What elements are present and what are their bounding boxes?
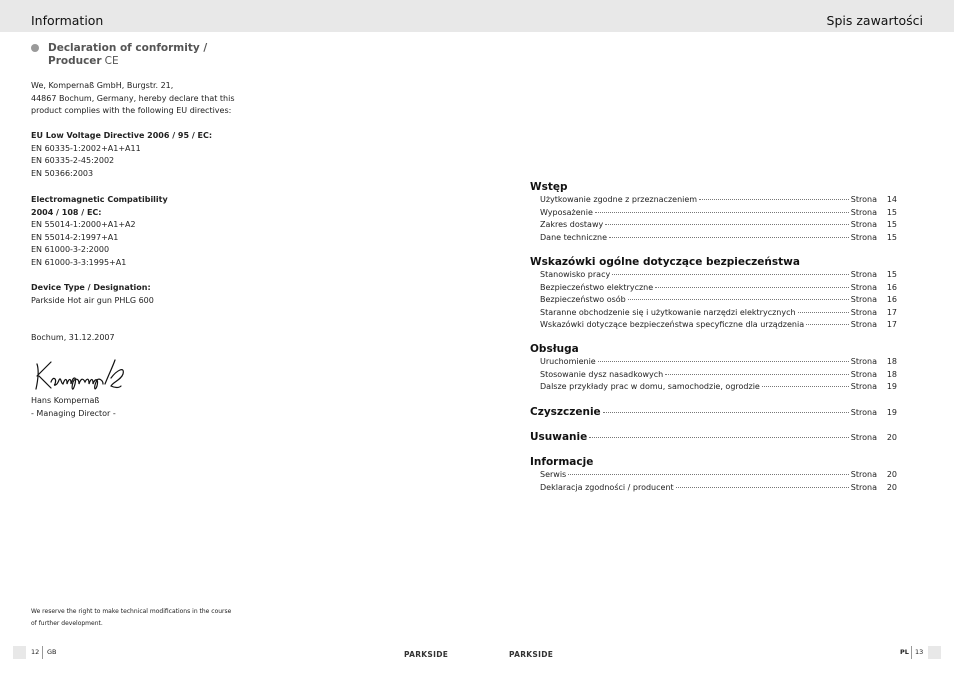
toc-entry-label: Strona: [850, 320, 877, 329]
section-bullet: [31, 44, 39, 52]
toc-entry-text: Wskazówki dotyczące bezpieczeństwa specyficzne dla urządzenia: [540, 320, 805, 329]
toc-leader: [595, 212, 849, 213]
header-band: [0, 0, 954, 32]
toc-entry[interactable]: [530, 307, 897, 320]
toc-section: [530, 255, 897, 332]
toc-entry[interactable]: [530, 232, 897, 245]
signature-image: [33, 356, 133, 392]
toc-section-title: Usuwanie: [530, 431, 588, 443]
toc-section: [530, 405, 897, 419]
toc-entry[interactable]: [530, 207, 897, 220]
language-left: GB: [47, 648, 57, 656]
toc-entry[interactable]: [530, 319, 897, 332]
header-left-title: Information: [31, 13, 104, 28]
toc-section-title: Informacje: [530, 456, 594, 468]
toc-leader: [598, 361, 849, 362]
emc-item: EN 55014-2:1997+A1: [31, 232, 119, 242]
footer-divider: [42, 646, 43, 659]
declaration-intro: [31, 80, 271, 118]
footer-divider: [911, 646, 912, 659]
toc-leader: [612, 274, 849, 275]
fineprint-line: of further development.: [31, 619, 103, 627]
intro-line: We, Kompernaß GmbH, Burgstr. 21,: [31, 81, 174, 90]
lvd-block: [31, 130, 271, 180]
toc-entry-text: Staranne obchodzenie się i użytkowanie narzędzi elektrycznych: [540, 307, 796, 317]
toc-section: [530, 180, 897, 244]
toc-entry-label: Strona: [850, 295, 877, 304]
toc-entry-page: 18: [886, 357, 897, 366]
toc-entry-label: Strona: [850, 232, 877, 242]
toc-leader: [806, 324, 849, 325]
toc-entry[interactable]: [530, 194, 897, 207]
toc-entry-text: Dalsze przykłady prac w domu, samochodzie, ogrodzie: [540, 382, 760, 391]
toc-entry[interactable]: [530, 381, 897, 394]
toc-entry-page: 17: [886, 320, 897, 329]
emc-item: EN 61000-3-3:1995+A1: [31, 257, 127, 267]
lvd-item: EN 60335-1:2002+A1+A11: [31, 143, 141, 153]
toc-entry-label: Strona: [850, 482, 877, 492]
toc-leader: [676, 487, 849, 488]
toc-entry-page: 14: [886, 195, 897, 204]
toc-section-title: Obsługa: [530, 343, 579, 355]
toc-section-title: Wstęp: [530, 181, 568, 193]
toc-entry-label: Strona: [850, 195, 877, 204]
toc-entry[interactable]: [530, 405, 897, 419]
emc-title: Electromagnetic Compatibility: [31, 195, 168, 204]
toc-entry-text: Deklaracja zgodności / producent: [540, 482, 674, 492]
toc-entry-label: Strona: [850, 470, 877, 479]
toc-entry-text: Dane techniczne: [540, 232, 608, 242]
toc-section: [530, 342, 897, 394]
lvd-title: EU Low Voltage Directive 2006 / 95 / EC:: [31, 131, 213, 140]
toc-leader: [605, 224, 849, 225]
toc-leader: [628, 299, 849, 300]
toc-entry[interactable]: [530, 294, 897, 307]
toc-entry-label: Strona: [850, 307, 877, 317]
intro-line: 44867 Bochum, Germany, hereby declare that this: [31, 93, 235, 103]
signer-block: [31, 395, 271, 420]
toc-section-title: Czyszczenie: [530, 406, 601, 418]
signer-name: Hans Kompernaß: [31, 396, 100, 405]
declaration-title-text: Declaration of conformity / Producer: [48, 42, 208, 67]
signer-role: - Managing Director -: [31, 408, 116, 418]
device-value: Parkside Hot air gun PHLG 600: [31, 295, 154, 305]
toc-section-title: Wskazówki ogólne dotyczące bezpieczeństwa: [530, 256, 800, 268]
language-right: PL: [900, 648, 909, 656]
place-date: Bochum, 31.12.2007: [31, 333, 115, 342]
intro-line: product complies with the following EU directives:: [31, 106, 232, 115]
toc-entry-label: Strona: [850, 207, 877, 217]
page-marker-left: [13, 646, 26, 659]
toc-entry[interactable]: [530, 356, 897, 369]
toc-entry-page: 15: [886, 270, 897, 279]
toc-entry[interactable]: [530, 430, 897, 444]
toc-entry[interactable]: [530, 219, 897, 232]
toc-entry-label: Strona: [850, 408, 877, 417]
toc-leader: [589, 437, 849, 438]
toc-section: [530, 430, 897, 444]
brand-logo-right: PARKSIDE: [509, 650, 554, 659]
toc-entry-text: Użytkowanie zgodne z przeznaczeniem: [540, 195, 698, 204]
emc-block: [31, 194, 271, 269]
header-right-title: Spis zawartości: [826, 13, 923, 28]
device-block: [31, 282, 271, 307]
toc-entry-page: 19: [886, 408, 897, 417]
toc-entry-page: 20: [886, 482, 897, 492]
toc-entry-label: Strona: [850, 433, 877, 442]
toc-entry-text: Wyposażenie: [540, 207, 593, 217]
toc-entry-text: Stosowanie dysz nasadkowych: [540, 369, 664, 379]
toc-entry-page: 15: [886, 220, 897, 229]
toc-entry[interactable]: [530, 282, 897, 295]
toc-entry[interactable]: [530, 482, 897, 495]
page-marker-right: [928, 646, 941, 659]
page-number-right: 13: [915, 648, 924, 656]
toc-leader: [603, 412, 849, 413]
toc-entry-page: 18: [886, 369, 897, 379]
device-title: Device Type / Designation:: [31, 283, 151, 292]
toc-entry-text: Zakres dostawy: [540, 220, 604, 229]
toc-entry-page: 16: [886, 282, 897, 292]
toc-entry-label: Strona: [850, 369, 877, 379]
lvd-item: EN 50366:2003: [31, 168, 94, 178]
toc-entry-label: Strona: [850, 382, 877, 391]
toc-leader: [568, 474, 849, 475]
toc-entry-text: Stanowisko pracy: [540, 270, 611, 279]
toc-entry-label: Strona: [850, 220, 877, 229]
emc-item: EN 55014-1:2000+A1+A2: [31, 220, 136, 229]
toc-entry-page: 20: [886, 433, 897, 442]
toc-entry-page: 16: [886, 295, 897, 304]
toc-entry-page: 19: [886, 382, 897, 391]
toc-leader: [798, 312, 849, 313]
toc-section: [530, 455, 897, 494]
toc-entry[interactable]: [530, 469, 897, 482]
fineprint: [31, 606, 251, 629]
lvd-item: EN 60335-2-45:2002: [31, 156, 115, 165]
toc-leader: [609, 237, 849, 238]
toc-leader: [699, 199, 849, 200]
toc-entry[interactable]: [530, 269, 897, 282]
toc-entry-page: 15: [886, 232, 897, 242]
toc-leader: [762, 386, 849, 387]
toc-entry-text: Serwis: [540, 470, 567, 479]
toc-entry-page: 20: [886, 470, 897, 479]
fineprint-line: We reserve the right to make technical modifications in the course: [31, 608, 232, 615]
toc-entry-text: Uruchomienie: [540, 357, 596, 366]
declaration-title: [48, 42, 248, 68]
toc-leader: [655, 287, 849, 288]
toc-entry-page: 15: [886, 207, 897, 217]
toc-entry-label: Strona: [850, 282, 877, 292]
toc-entry-text: Bezpieczeństwo osób: [540, 295, 626, 304]
toc-entry-text: Bezpieczeństwo elektryczne: [540, 282, 654, 292]
toc-leader: [665, 374, 849, 375]
page-number-left: 12: [31, 648, 40, 656]
emc-item: EN 61000-3-2:2000: [31, 245, 110, 254]
ce-mark-icon: CE: [104, 55, 119, 67]
toc-entry-label: Strona: [850, 357, 877, 366]
toc-entry[interactable]: [530, 369, 897, 382]
toc-entry-page: 17: [886, 307, 897, 317]
toc-entry-label: Strona: [850, 270, 877, 279]
brand-logo-left: PARKSIDE: [404, 650, 449, 659]
emc-title: 2004 / 108 / EC:: [31, 207, 102, 217]
